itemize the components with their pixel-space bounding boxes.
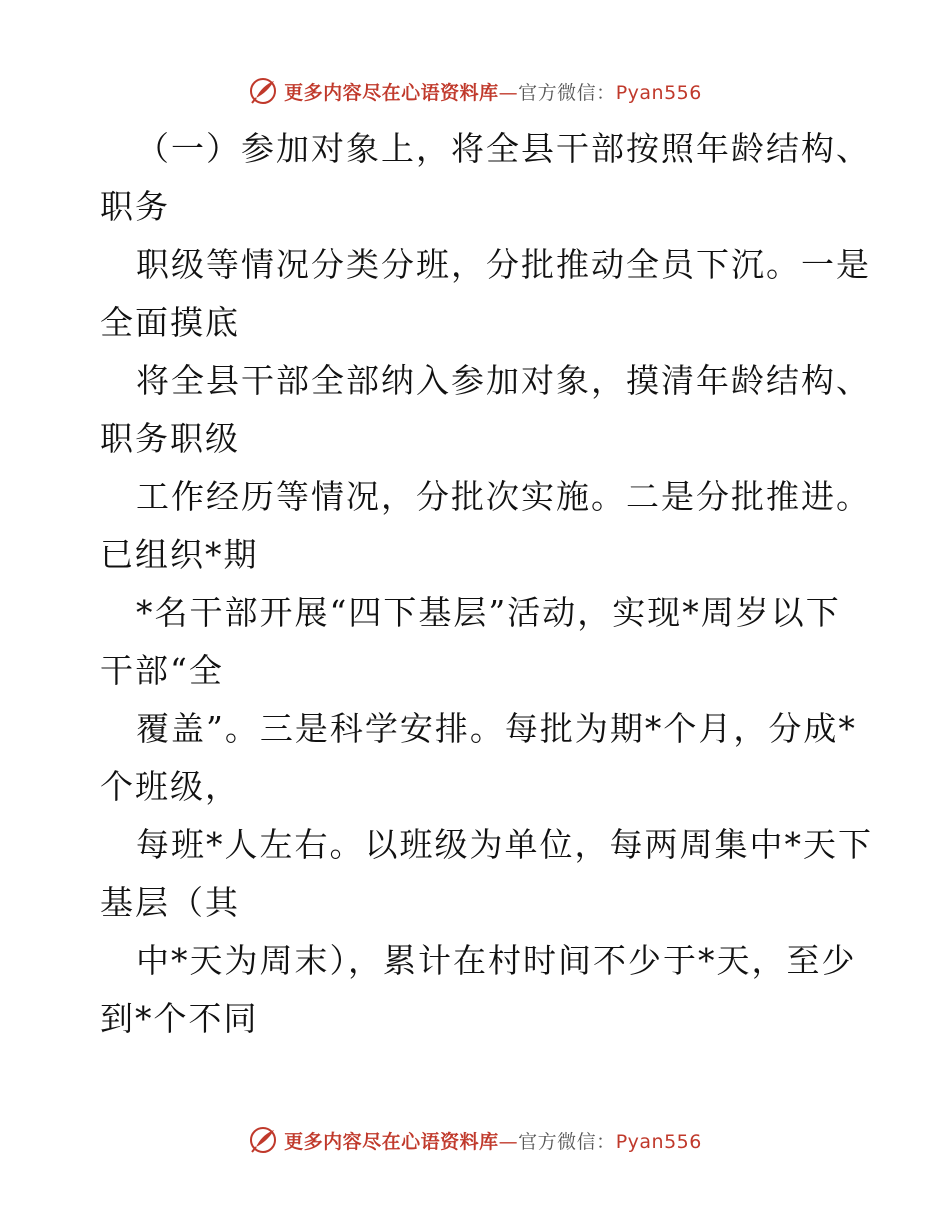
text-line: 将全县干部全部纳入参加对象，摸清年龄结构、 [136,361,871,400]
watermark-brand: 更多内容尽在心语资料库 [284,81,499,104]
text-line: 职务职级 [100,419,240,458]
watermark-wechat-id: Pyan556 [615,1130,702,1153]
watermark-label: 官方微信： [518,1130,616,1153]
footer-watermark [0,1123,950,1157]
text-line: 到*个不同 [100,999,259,1038]
text-line: 基层（其 [100,883,240,922]
text-line: 工作经历等情况，分批次实施。二是分批推进。 [136,477,871,516]
text-line: 每班*人左右。以班级为单位，每两周集中*天下 [136,825,873,864]
document-body [100,120,873,1048]
watermark-wechat-id: Pyan556 [615,81,702,104]
text-line: 覆盖”。三是科学安排。每批为期*个月，分成* [136,709,857,748]
watermark-dash: — [498,81,519,104]
text-line: 职务 [100,187,170,226]
watermark-dash: — [498,1130,519,1153]
watermark-label: 官方微信： [518,81,616,104]
text-line: 中*天为周末），累计在村时间不少于*天，至少 [136,941,857,980]
text-line: 干部“全 [100,651,224,690]
watermark-brand: 更多内容尽在心语资料库 [284,1130,499,1153]
feather-logo-icon [248,76,278,106]
header-watermark [0,74,950,108]
text-line: 全面摸底 [100,303,240,342]
text-line: （一）参加对象上，将全县干部按照年龄结构、 [136,129,871,168]
feather-logo-icon [248,1125,278,1155]
text-line: 个班级， [100,767,240,806]
text-line: *名干部开展“四下基层”活动，实现*周岁以下 [136,593,841,632]
text-line: 已组织*期 [100,535,259,574]
text-line: 职级等情况分类分班，分批推动全员下沉。一是 [136,245,871,284]
